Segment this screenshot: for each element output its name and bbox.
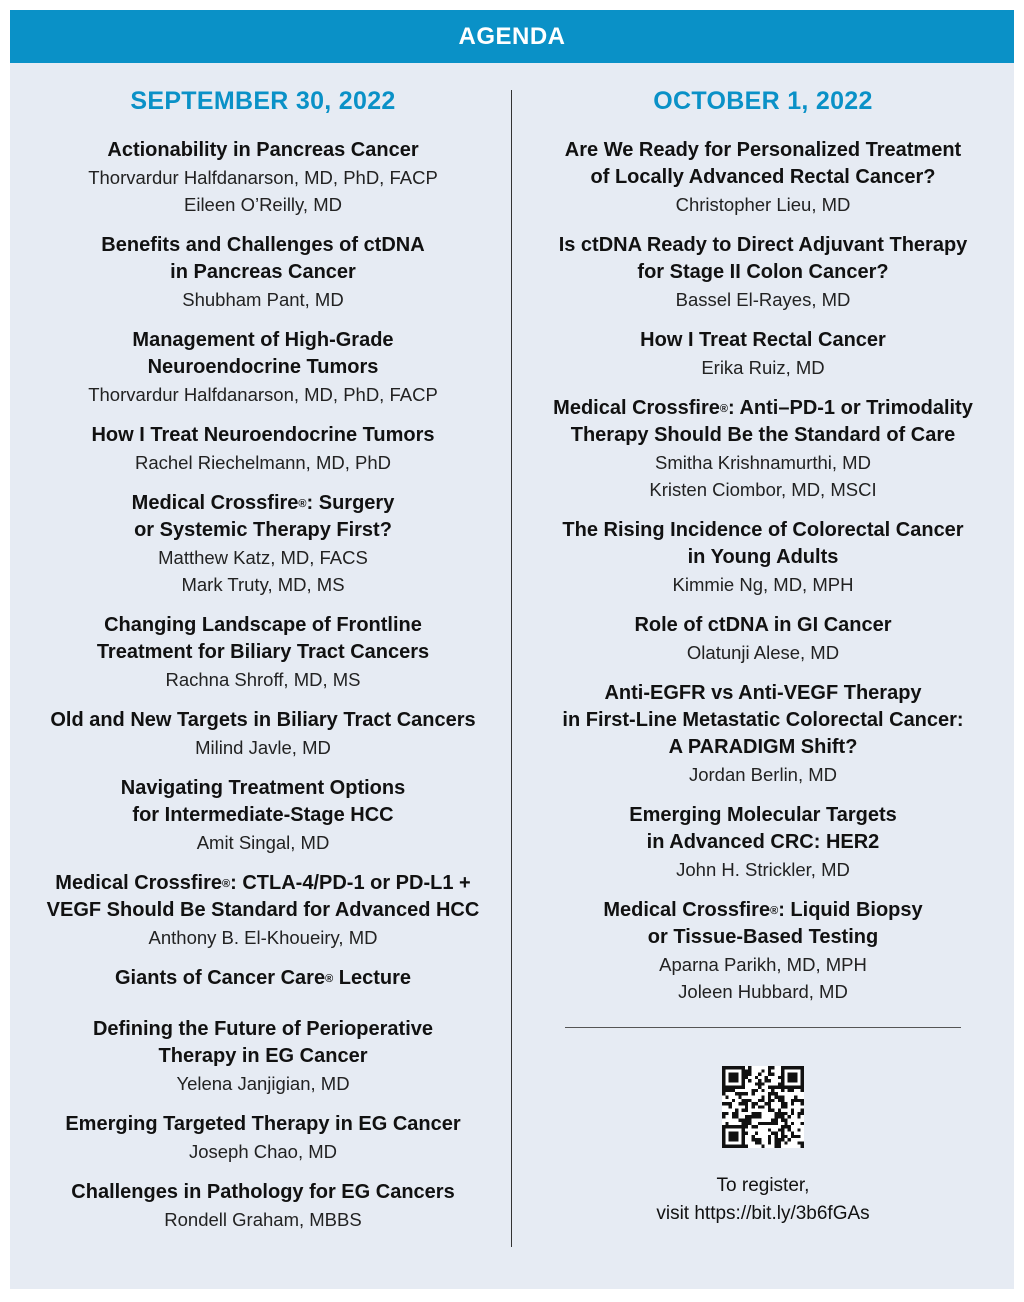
speaker-name: Smitha Krishnamurthi, MD — [655, 452, 871, 473]
day1-session — [28, 137, 498, 218]
session-title-line: Is ctDNA Ready to Direct Adjuvant Therapy — [558, 234, 968, 256]
session-title — [520, 680, 1006, 761]
day2-session — [520, 137, 1006, 218]
day1-session — [28, 965, 498, 992]
session-title-line: Management of High-Grade — [132, 329, 394, 351]
session-speakers — [28, 286, 498, 313]
day2-session — [520, 680, 1006, 788]
speaker-name: Anthony B. El-Khoueiry, MD — [148, 927, 378, 948]
speaker-name: Christopher Lieu, MD — [675, 194, 851, 215]
session-title — [28, 612, 498, 666]
session-title-line: How I Treat Rectal Cancer — [640, 329, 886, 351]
session-title — [28, 490, 498, 544]
speaker-name: Mark Truty, MD, MS — [181, 574, 345, 595]
speaker-name: Bassel El-Rayes, MD — [675, 289, 851, 310]
session-speakers — [520, 449, 1006, 503]
session-title-line: Defining the Future of Perioperative — [92, 1018, 434, 1040]
session-title-line: in Pancreas Cancer — [170, 261, 356, 283]
day2-session — [520, 395, 1006, 503]
session-title — [520, 802, 1006, 856]
session-title-line: Therapy Should Be the Standard of Care — [570, 424, 956, 446]
speaker-name: Thorvardur Halfdanarson, MD, PhD, FACP — [88, 384, 438, 405]
session-title-line: Medical Crossfire®: CTLA-4/PD-1 or PD-L1 + — [55, 872, 471, 894]
session-title-line: Medical Crossfire®: Anti–PD-1 or Trimodality — [553, 397, 973, 419]
session-title — [28, 707, 498, 734]
session-title-line: VEGF Should Be Standard for Advanced HCC — [46, 899, 480, 921]
speaker-name: Amit Singal, MD — [196, 832, 330, 853]
session-title — [28, 965, 498, 992]
session-title-line: Medical Crossfire®: Liquid Biopsy — [603, 899, 923, 921]
session-title-line: Are We Ready for Personalized Treatment — [564, 139, 962, 161]
session-speakers — [520, 639, 1006, 666]
session-title-line: Giants of Cancer Care® Lecture — [115, 967, 411, 989]
session-speakers — [520, 571, 1006, 598]
session-title — [28, 422, 498, 449]
session-speakers — [28, 829, 498, 856]
session-title-line: Medical Crossfire®: Surgery — [131, 492, 395, 514]
day1-session — [28, 1111, 498, 1165]
session-speakers — [520, 354, 1006, 381]
session-title-line: in Advanced CRC: HER2 — [646, 831, 880, 853]
speaker-name: Rachel Riechelmann, MD, PhD — [134, 452, 392, 473]
session-title-line: A PARADIGM Shift? — [668, 736, 858, 758]
session-speakers — [520, 761, 1006, 788]
session-title-line: of Locally Advanced Rectal Cancer? — [590, 166, 936, 188]
session-title — [28, 137, 498, 164]
speaker-name: Yelena Janjigian, MD — [176, 1073, 350, 1094]
day2-sessions — [520, 137, 1006, 1005]
session-speakers — [520, 191, 1006, 218]
day1-session — [28, 327, 498, 408]
session-speakers — [28, 666, 498, 693]
session-speakers — [28, 1206, 498, 1233]
session-speakers — [28, 1138, 498, 1165]
speaker-name: Shubham Pant, MD — [182, 289, 344, 310]
session-title — [28, 1111, 498, 1138]
day2-session — [520, 327, 1006, 381]
day1-session — [28, 775, 498, 856]
day2-session — [520, 517, 1006, 598]
session-title-line: Therapy in EG Cancer — [158, 1045, 368, 1067]
session-title — [520, 517, 1006, 571]
session-title-line: How I Treat Neuroendocrine Tumors — [91, 424, 435, 446]
day2-date: OCTOBER 1, 2022 — [653, 87, 873, 115]
session-title — [520, 612, 1006, 639]
qr-code-icon[interactable] — [722, 1066, 804, 1148]
register-divider — [565, 1027, 961, 1028]
speaker-name: Olatunji Alese, MD — [686, 642, 840, 663]
register-line-1: To register, — [716, 1175, 810, 1196]
speaker-name: Aparna Parikh, MD, MPH — [659, 954, 867, 975]
speaker-name: Joseph Chao, MD — [188, 1141, 338, 1162]
day1-sessions — [28, 137, 498, 1233]
day1-session — [28, 870, 498, 951]
session-title — [520, 327, 1006, 354]
session-speakers — [28, 449, 498, 476]
session-speakers — [28, 924, 498, 951]
session-title-line: Neuroendocrine Tumors — [147, 356, 379, 378]
day2-column — [520, 87, 1006, 1228]
agenda-banner: AGENDA — [10, 10, 1014, 63]
speaker-name: Joleen Hubbard, MD — [678, 981, 848, 1002]
session-speakers — [520, 951, 1006, 1005]
day1-session — [28, 232, 498, 313]
session-speakers — [520, 856, 1006, 883]
session-title-line: for Stage II Colon Cancer? — [637, 261, 889, 283]
session-title — [520, 232, 1006, 286]
day1-session — [28, 707, 498, 761]
session-title — [28, 870, 498, 924]
session-title-line: Old and New Targets in Biliary Tract Cancers — [50, 709, 476, 731]
session-speakers — [28, 734, 498, 761]
session-title-line: Challenges in Pathology for EG Cancers — [71, 1181, 455, 1203]
session-title-line: Treatment for Biliary Tract Cancers — [96, 641, 430, 663]
speaker-name: Kristen Ciombor, MD, MSCI — [649, 479, 877, 500]
register-text — [520, 1172, 1006, 1228]
speaker-name: Milind Javle, MD — [195, 737, 331, 758]
session-title-line: The Rising Incidence of Colorectal Cancer — [562, 519, 964, 541]
register-link[interactable]: visit https://bit.ly/3b6fGAs — [656, 1203, 870, 1224]
session-title — [520, 897, 1006, 951]
session-speakers — [28, 164, 498, 218]
session-title — [28, 1016, 498, 1070]
speaker-name: Thorvardur Halfdanarson, MD, PhD, FACP — [88, 167, 438, 188]
day2-session — [520, 802, 1006, 883]
session-title-line: Navigating Treatment Options — [120, 777, 406, 799]
speaker-name: Jordan Berlin, MD — [688, 764, 838, 785]
session-title-line: Actionability in Pancreas Cancer — [107, 139, 419, 161]
day1-column — [28, 87, 498, 1247]
day1-session — [28, 422, 498, 476]
day1-session — [28, 612, 498, 693]
session-title-line: Role of ctDNA in GI Cancer — [634, 614, 892, 636]
session-title-line: in Young Adults — [687, 546, 839, 568]
session-title — [28, 1179, 498, 1206]
session-title-line: Benefits and Challenges of ctDNA — [101, 234, 425, 256]
day1-session — [28, 490, 498, 598]
speaker-name: Eileen O’Reilly, MD — [184, 194, 342, 215]
day1-session — [28, 1179, 498, 1233]
column-divider — [511, 90, 512, 1247]
session-title-line: Changing Landscape of Frontline — [104, 614, 422, 636]
session-title-line: in First-Line Metastatic Colorectal Cancer: — [562, 709, 964, 731]
session-speakers — [28, 544, 498, 598]
day2-session — [520, 612, 1006, 666]
session-title-line: Emerging Targeted Therapy in EG Cancer — [65, 1113, 461, 1135]
session-speakers — [520, 286, 1006, 313]
day2-session — [520, 232, 1006, 313]
session-title — [520, 137, 1006, 191]
session-title — [520, 395, 1006, 449]
speaker-name: John H. Strickler, MD — [676, 859, 850, 880]
session-title-line: or Systemic Therapy First? — [134, 519, 392, 541]
session-title — [28, 775, 498, 829]
session-speakers — [28, 381, 498, 408]
session-title — [28, 327, 498, 381]
session-title-line: Emerging Molecular Targets — [629, 804, 897, 826]
speaker-name: Erika Ruiz, MD — [701, 357, 825, 378]
session-title — [28, 232, 498, 286]
agenda-page — [10, 10, 1014, 1289]
session-title-line: Anti-EGFR vs Anti-VEGF Therapy — [604, 682, 922, 704]
session-title-line: for Intermediate-Stage HCC — [132, 804, 394, 826]
speaker-name: Kimmie Ng, MD, MPH — [672, 574, 854, 595]
session-speakers — [28, 1070, 498, 1097]
speaker-name: Rondell Graham, MBBS — [164, 1209, 362, 1230]
day1-date: SEPTEMBER 30, 2022 — [130, 87, 396, 115]
day1-session — [28, 1016, 498, 1097]
speaker-name: Matthew Katz, MD, FACS — [158, 547, 368, 568]
session-title-line: or Tissue-Based Testing — [647, 926, 879, 948]
speaker-name: Rachna Shroff, MD, MS — [165, 669, 361, 690]
day2-session — [520, 897, 1006, 1005]
